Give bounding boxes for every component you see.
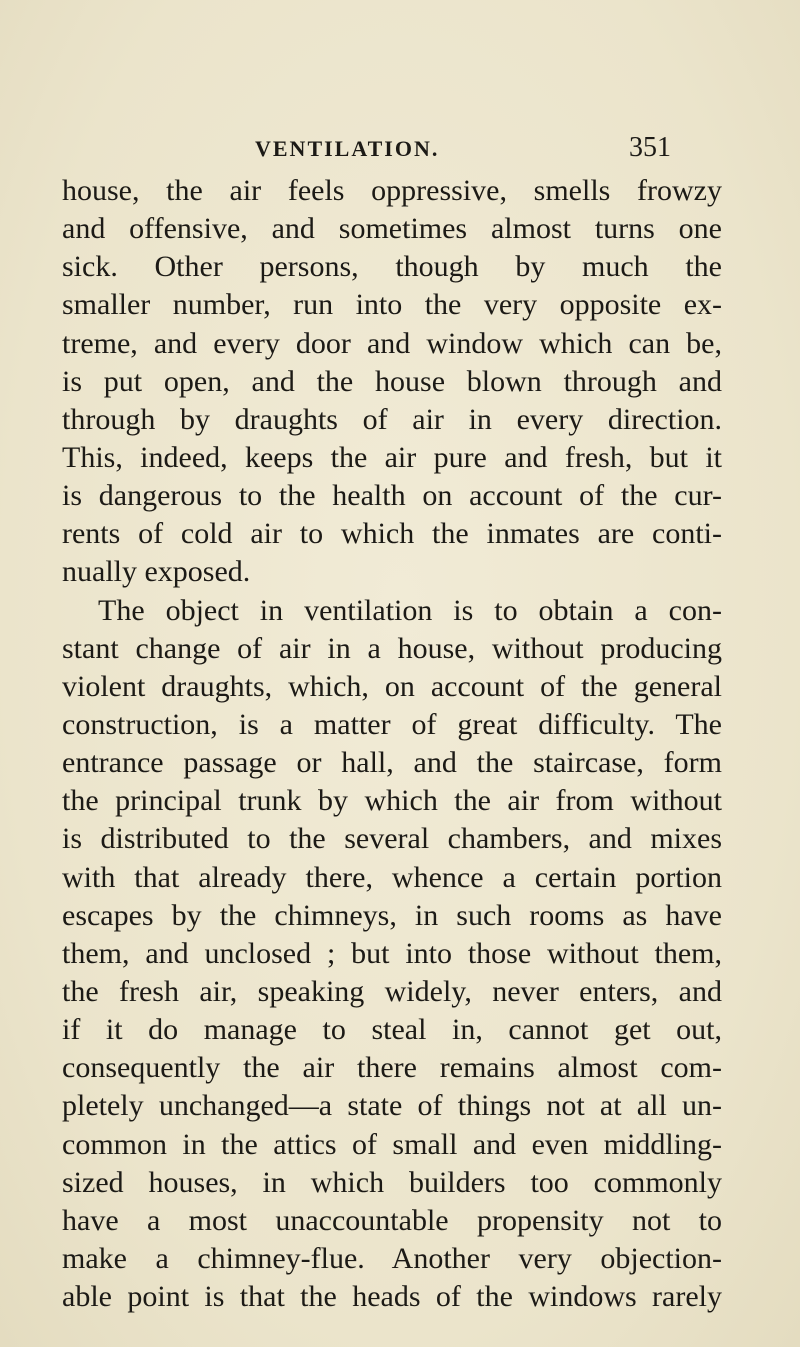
- text-line: nually exposed.: [62, 555, 251, 589]
- page-number: 351: [629, 132, 671, 163]
- text-line: is distributed to the several chambers, and mixes: [62, 822, 722, 856]
- text-line: escapes by the chimneys, in such rooms as have: [62, 898, 722, 932]
- text-line: sized houses, in which builders too commonly: [62, 1165, 722, 1199]
- text-line: pletely unchanged—a state of things not at all un-: [62, 1089, 722, 1123]
- paragraph-start-line: The object in ventilation is to obtain a con-: [98, 593, 722, 627]
- running-head-title: VENTILATION.: [255, 136, 440, 161]
- text-line: house, the air feels oppressive, smells frowzy: [62, 174, 722, 207]
- text-line: have a most unaccountable propensity not to: [62, 1203, 722, 1237]
- text-line: with that already there, whence a certain portion: [62, 860, 722, 894]
- text-line: entrance passage or hall, and the staircase, form: [62, 746, 722, 780]
- text-line: sick. Other persons, though by much the: [62, 250, 722, 284]
- text-line: rents of cold air to which the inmates are conti-: [62, 517, 722, 551]
- text-line: stant change of air in a house, without producing: [62, 631, 722, 665]
- text-line: able point is that the heads of the windows rarely: [62, 1280, 722, 1314]
- text-line: is dangerous to the health on account of the cur-: [62, 479, 722, 513]
- text-line: make a chimney-flue. Another very objection-: [62, 1241, 722, 1275]
- text-line: treme, and every door and window which can be,: [62, 326, 722, 360]
- text-line: and offensive, and sometimes almost turns one: [62, 212, 722, 246]
- text-line: if it do manage to steal in, cannot get out,: [62, 1013, 722, 1047]
- text-line: construction, is a matter of great difficulty. The: [62, 707, 722, 741]
- text-line: common in the attics of small and even middling-: [62, 1127, 722, 1161]
- text-line: is put open, and the house blown through and: [62, 364, 722, 398]
- body-text: [62, 172, 722, 1316]
- text-line: smaller number, run into the very opposite ex-: [62, 288, 722, 322]
- running-head: [0, 132, 800, 172]
- text-line: violent draughts, which, on account of the general: [62, 669, 722, 703]
- text-line: the principal trunk by which the air from without: [62, 784, 722, 818]
- text-line: This, indeed, keeps the air pure and fresh, but it: [62, 440, 722, 474]
- text-line: the fresh air, speaking widely, never enters, and: [62, 974, 722, 1008]
- text-line: through by draughts of air in every direction.: [62, 402, 722, 436]
- text-line: consequently the air there remains almost com-: [62, 1051, 722, 1085]
- text-line: them, and unclosed ; but into those without them,: [62, 936, 722, 970]
